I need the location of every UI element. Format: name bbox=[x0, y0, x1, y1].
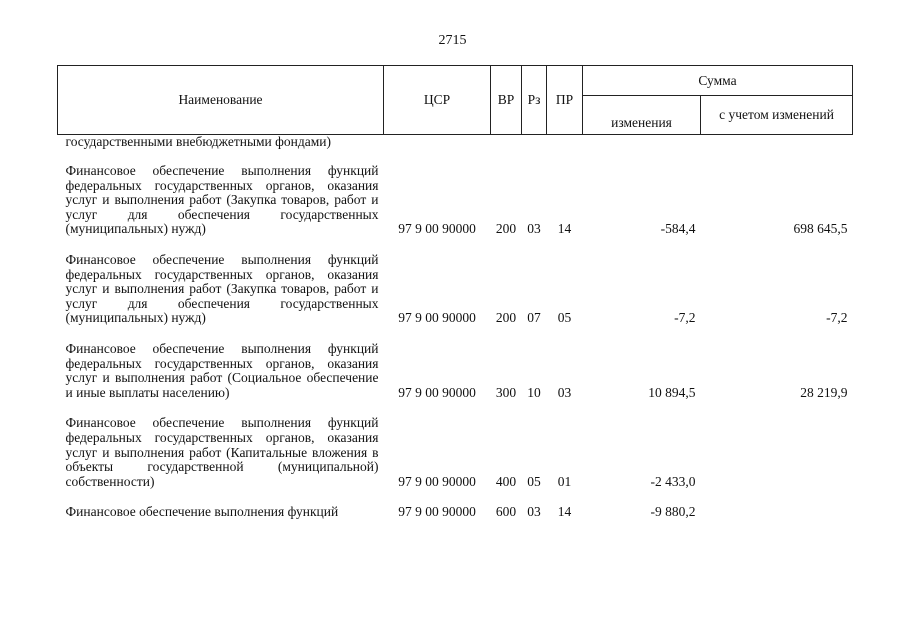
row-pr: 05 bbox=[557, 310, 572, 326]
row-change: -9 880,2 bbox=[650, 504, 696, 520]
row-csr bbox=[384, 135, 491, 149]
row-change: 10 894,5 bbox=[648, 384, 696, 400]
row-total: 28 219,9 bbox=[800, 384, 848, 400]
row-total bbox=[701, 505, 853, 520]
row-total bbox=[701, 416, 853, 489]
row-total bbox=[701, 135, 853, 149]
row-vr: 200 bbox=[495, 221, 517, 237]
header-csr: ЦСР bbox=[384, 66, 491, 135]
row-pr: 14 bbox=[557, 221, 572, 237]
header-change: изменения bbox=[583, 96, 701, 135]
table-header bbox=[58, 66, 853, 135]
row-change bbox=[583, 135, 701, 149]
row-rz: 03 bbox=[527, 221, 541, 237]
row-change: -2 433,0 bbox=[650, 473, 696, 489]
row-vr: 300 bbox=[495, 384, 517, 400]
row-csr: 97 9 00 90000 bbox=[398, 310, 476, 326]
table-row bbox=[58, 416, 853, 489]
row-rz: 05 bbox=[527, 473, 541, 489]
header-rz: Рз bbox=[522, 66, 547, 135]
row-pr: 14 bbox=[557, 504, 572, 520]
row-rz: 07 bbox=[527, 310, 541, 326]
header-sum: Сумма bbox=[583, 66, 853, 96]
row-name: Финансовое обеспечение выполнения функций федеральных государственных органов, оказания услуг и выполнения работ (Закупка товаров, работ и услуг для обеспечения государственных (муниципальных) нужд) bbox=[65, 163, 379, 237]
row-csr: 97 9 00 90000 bbox=[398, 384, 476, 400]
row-vr: 600 bbox=[495, 504, 517, 520]
header-with-changes: с учетом изменений bbox=[701, 96, 853, 135]
row-vr: 200 bbox=[495, 310, 517, 326]
row-pr: 01 bbox=[557, 473, 572, 489]
row-change: -7,2 bbox=[674, 310, 696, 326]
row-vr: 400 bbox=[495, 473, 517, 489]
row-rz bbox=[522, 135, 547, 149]
table-row bbox=[58, 253, 853, 326]
row-change: -584,4 bbox=[660, 221, 696, 237]
row-total: 698 645,5 bbox=[793, 221, 848, 237]
row-csr: 97 9 00 90000 bbox=[398, 473, 476, 489]
row-csr: 97 9 00 90000 bbox=[398, 504, 476, 520]
row-pr: 03 bbox=[557, 384, 572, 400]
row-name: государственными внебюджетными фондами) bbox=[65, 134, 332, 149]
row-name: Финансовое обеспечение выполнения функций федеральных государственных органов, оказания услуг и выполнения работ (Капитальные вложения в объекты государственной (муниципальной) собственности) bbox=[65, 415, 379, 489]
row-name: Финансовое обеспечение выполнения функций bbox=[65, 504, 339, 520]
table-row bbox=[58, 342, 853, 400]
header-name: Наименование bbox=[58, 66, 384, 135]
row-rz: 10 bbox=[527, 384, 541, 400]
table-row bbox=[58, 505, 853, 520]
table-row bbox=[58, 135, 853, 149]
row-name: Финансовое обеспечение выполнения функций федеральных государственных органов, оказания услуг и выполнения работ (Закупка товаров, работ и услуг для обеспечения государственных (муниципальных) нужд) bbox=[65, 251, 379, 326]
row-rz: 03 bbox=[527, 504, 541, 520]
page-number: 2715 bbox=[438, 33, 467, 48]
row-vr bbox=[491, 135, 522, 149]
table-row bbox=[58, 164, 853, 237]
row-name: Финансовое обеспечение выполнения функций федеральных государственных органов, оказания услуг и выполнения работ (Социальное обеспечение и иные выплаты населению) bbox=[65, 340, 379, 400]
row-total: -7,2 bbox=[826, 310, 848, 326]
budget-table bbox=[57, 65, 853, 520]
header-pr: ПР bbox=[547, 66, 583, 135]
row-pr bbox=[547, 135, 583, 149]
header-vr: ВР bbox=[491, 66, 522, 135]
row-csr: 97 9 00 90000 bbox=[398, 221, 476, 237]
